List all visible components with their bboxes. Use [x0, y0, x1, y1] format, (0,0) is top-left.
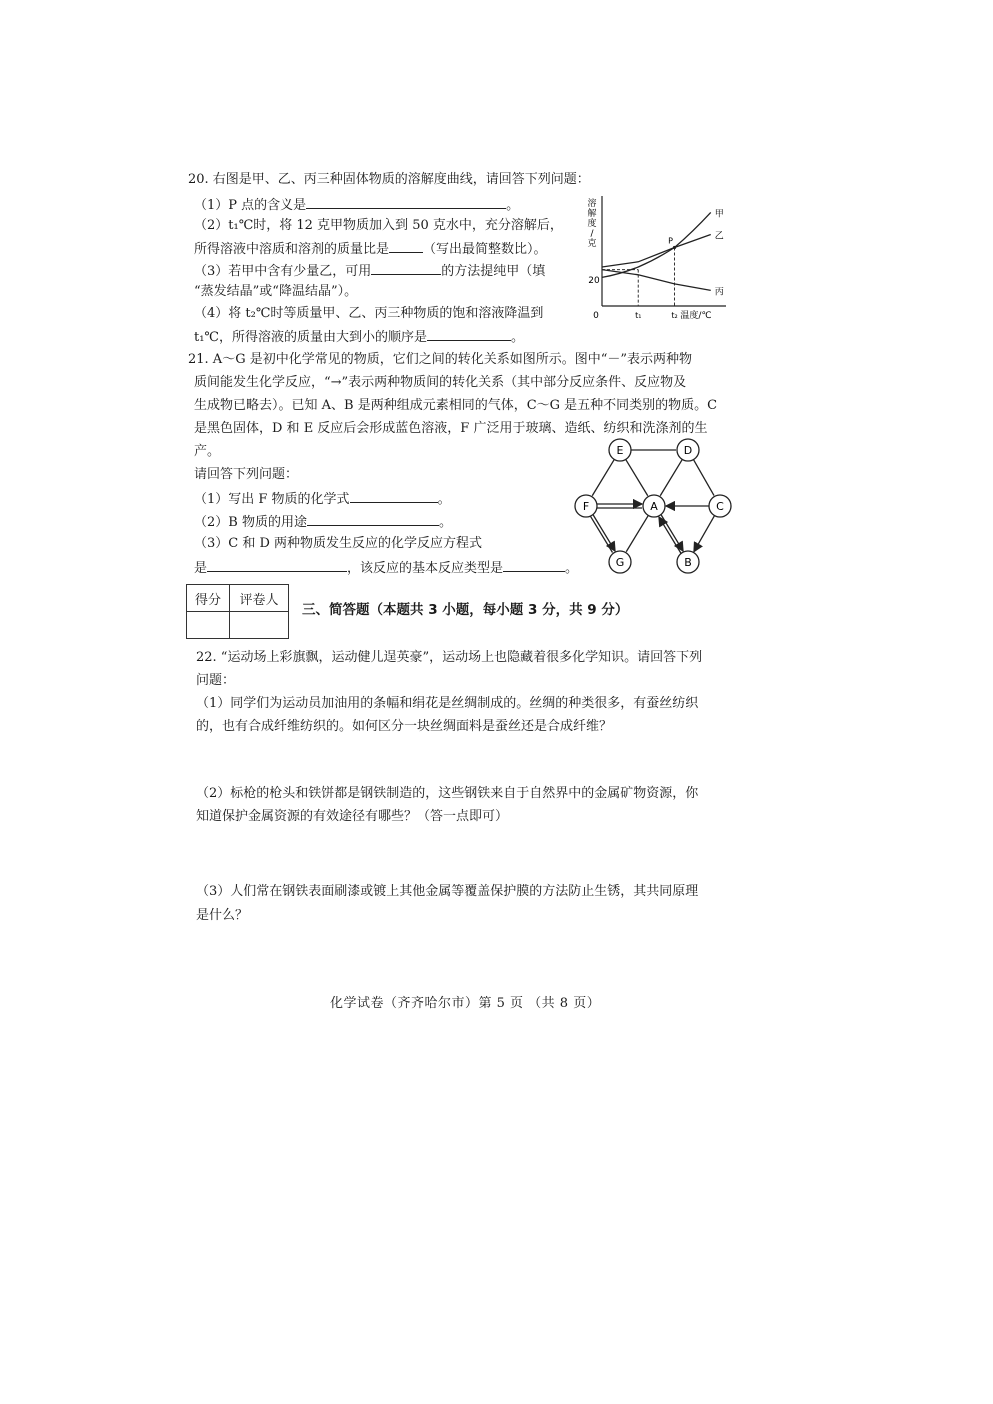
edge-f-g	[593, 515, 615, 551]
node-a-label: A	[650, 500, 658, 513]
node-g-label: G	[615, 556, 625, 569]
edge-a-b	[661, 515, 683, 551]
q21-reaction-type-blank[interactable]	[503, 559, 565, 572]
q20-part1-text: （1）P 点的含义是	[194, 198, 307, 213]
q21-sub4	[194, 559, 578, 577]
score-table	[186, 584, 289, 639]
q22-part3-line1: （3）人们常在钢铁表面刷漆或镀上其他金属等覆盖保护膜的方法防止生锈，其共同原理	[196, 884, 699, 899]
relationship-diagram	[566, 434, 746, 582]
y-axis-label-char: 解	[587, 209, 597, 219]
edge-a-g	[626, 515, 648, 551]
q21-sub2	[194, 513, 452, 531]
series-2-label: 丙	[714, 287, 724, 298]
q20-part4-line1: （4）将 t₂℃时等质量甲、乙、丙三种物质的饱和溶液降温到	[194, 306, 544, 321]
node-d-label: D	[683, 444, 693, 457]
q20-part2-line1: （2）t₁℃时，将 12 克甲物质加入到 50 克水中，充分溶解后，	[194, 218, 563, 233]
point-p-marker	[673, 246, 676, 249]
x-tick-label-t1: t₁	[635, 311, 642, 320]
edge-e-f	[592, 459, 614, 495]
q21-line6: 请回答下列问题：	[194, 467, 299, 482]
q21-sub4-prefix: 是	[194, 561, 208, 576]
edge-d-a	[660, 459, 682, 495]
q20-part3-answer-blank[interactable]	[371, 262, 441, 275]
q22-part2-line1: （2）标枪的枪头和铁饼都是钢铁制造的，这些钢铁来自于自然界中的金属矿物资源，你	[196, 786, 699, 801]
edge-c-b	[694, 516, 715, 552]
q22-part2-line2: 知道保护金属资源的有效途径有哪些？（答一点即可）	[196, 809, 509, 824]
q20-part4-end: 。	[510, 330, 524, 345]
q20-part1	[194, 196, 519, 214]
q21-line5: 产。	[194, 444, 221, 459]
node-e-label: E	[616, 444, 624, 457]
q21-line4: 是黑色固体，D 和 E 反应后会形成蓝色溶液，F 广泛用于玻璃、造纸、纺织和洗涤剂的生	[194, 421, 708, 436]
q20-part4-answer-blank[interactable]	[427, 328, 511, 341]
q21-sub2-end: 。	[438, 515, 452, 530]
q21-sub1	[194, 490, 451, 508]
q21-sub2-text: （2）B 物质的用途	[194, 515, 307, 530]
node-b-label: B	[684, 556, 692, 569]
series-1-curve	[602, 235, 711, 268]
q20-part2-answer-blank[interactable]	[389, 240, 423, 253]
score-cell[interactable]	[187, 612, 230, 639]
q21-line1: 21. A～G 是初中化学常见的物质，它们之间的转化关系如图所示。图中“－”表示两种物	[188, 352, 693, 367]
q20-intro: 20. 右图是甲、乙、丙三种固体物质的溶解度曲线，请回答下列问题：	[188, 172, 590, 187]
series-2-curve	[602, 270, 711, 291]
node-c-label: C	[716, 500, 724, 513]
q20-part2-end: （写出最简整数比）。	[423, 242, 547, 257]
node-f-label: F	[582, 500, 590, 513]
q21-sub1-answer-blank[interactable]	[350, 490, 438, 503]
q21-sub4-end: 。	[565, 561, 579, 576]
q20-part3-text: （3）若甲中含有少量乙，可用	[194, 264, 372, 279]
q20-part3-line2: “蒸发结晶”或“降温结晶”）。	[194, 284, 358, 299]
y-axis-label-char: 溶	[587, 199, 597, 209]
q20-part1-answer-blank[interactable]	[306, 196, 506, 209]
q22-line2: 问题：	[196, 673, 236, 688]
q20-part2-line2	[194, 240, 547, 258]
q22-line1: 22. “运动场上彩旗飘，运动健儿逞英豪”，运动场上也隐藏着很多化学知识。请回答下列	[196, 650, 703, 665]
q20-part4-text: t₁℃，所得溶液的质量由大到小的顺序是	[194, 330, 427, 345]
page-footer: 化学试卷（齐齐哈尔市）第 5 页 （共 8 页）	[330, 996, 601, 1011]
section3-title: 三、简答题（本题共 3 小题，每小题 3 分，共 9 分）	[302, 602, 629, 618]
q22-part1-line1: （1）同学们为运动员加油用的条幅和绢花是丝绸制成的。丝绸的种类很多，有蚕丝纺织	[196, 696, 699, 711]
grader-cell[interactable]	[230, 612, 289, 639]
q20-part1-end: 。	[506, 198, 520, 213]
edge-d-c	[693, 460, 714, 496]
edge-f-g-double	[590, 516, 612, 552]
series-1-label: 乙	[714, 231, 724, 242]
origin-label: 0	[593, 311, 599, 321]
q21-line3: 生成物已略去）。已知 A、B 是两种组成元素相同的气体，C～G 是五种不同类别的物质。C	[194, 398, 718, 413]
y-axis-label-char: 度	[587, 219, 597, 229]
q21-line2: 质间能发生化学反应，“→”表示两种物质间的转化关系（其中部分反应条件、反应物及	[194, 375, 687, 390]
solubility-chart	[580, 190, 730, 326]
edge-e-a	[626, 459, 648, 495]
q21-sub3: （3）C 和 D 两种物质发生反应的化学反应方程式	[194, 536, 483, 551]
q22-part3-line2: 是什么？	[196, 908, 249, 923]
y-axis-label-char: /	[590, 229, 594, 239]
x-tick-label-t2: t₂	[671, 311, 678, 320]
q20-part4-line2	[194, 328, 524, 346]
y-axis-label-char: 克	[587, 239, 597, 249]
y-tick-label: 20	[588, 276, 600, 286]
point-p-label: P	[668, 236, 673, 246]
x-axis-label: 温度/℃	[680, 311, 712, 321]
q20-part2-text: 所得溶液中溶质和溶剂的质量比是	[194, 242, 390, 257]
q21-sub2-answer-blank[interactable]	[307, 513, 439, 526]
score-header: 得分	[187, 585, 230, 612]
q22-part1-line2: 的，也有合成纤维纺织的。如何区分一块丝绸面料是蚕丝还是合成纤维？	[196, 719, 613, 734]
series-0-label: 甲	[714, 209, 724, 220]
q21-sub1-text: （1）写出 F 物质的化学式	[194, 492, 350, 507]
grader-header: 评卷人	[230, 585, 289, 612]
edge-b-a	[659, 517, 681, 553]
q21-equation-blank[interactable]	[207, 559, 347, 572]
series-0-curve	[602, 212, 711, 277]
q20-part3-line1	[194, 262, 545, 280]
q21-sub1-end: 。	[437, 492, 451, 507]
q20-part3-end: 的方法提纯甲（填	[441, 264, 546, 279]
q21-sub4-text: ，该反应的基本反应类型是	[347, 561, 504, 576]
